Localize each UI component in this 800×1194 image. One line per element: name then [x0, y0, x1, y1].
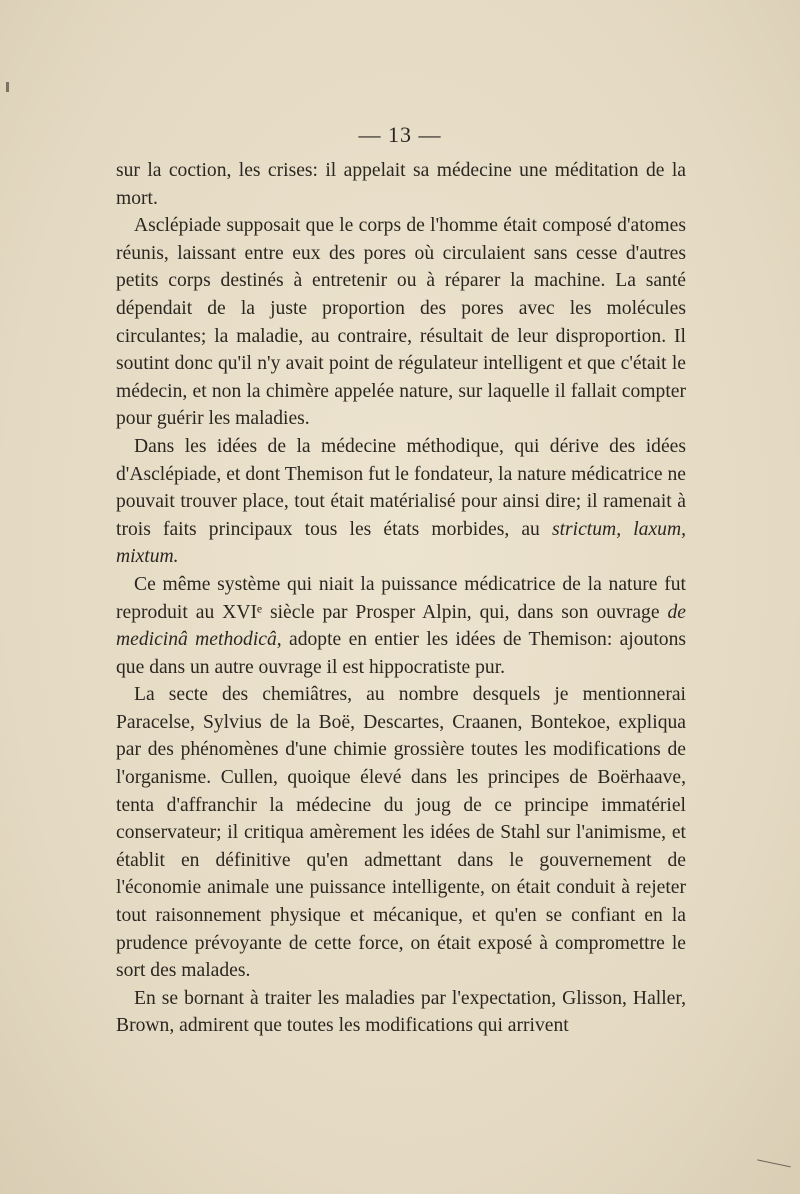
- paragraph-text: Asclépiade supposait que le corps de l'homme était composé d'atomes réunis, laissant entre eux des pores où circulaient sans cesse d'autres petits corps destinés à entretenir ou à réparer la machine. La santé dépendait de la juste proportion des pores avec les molécules circulantes; la maladie, au contraire, résultait de leur disproportion. Il soutint donc qu'il n'y avait point de régulateur intelligent et que c'était le médecin, et non la chimère appelée nature, sur laquelle il fallait compter pour guérir les maladies.: [116, 215, 686, 430]
- paragraph-text: , adopte en entier les idées de Themison: ajoutons que dans un autre ouvrage il est hippocratiste pur.: [116, 629, 687, 678]
- italic-term-list: strictum, laxum, mixtum.: [116, 518, 686, 568]
- paragraph-text: sur la coction, les crises: il appelait sa médecine une méditation de la mort.: [116, 160, 686, 209]
- corner-pencil-mark: [757, 1150, 793, 1168]
- body-text: [116, 157, 686, 1040]
- paragraph-text: Ce même système qui niait la puissance médicatrice de la nature fut reproduit au XVIᵉ siècle par Prosper Alpin, qui, dans son ouvrage: [116, 573, 686, 623]
- paragraph-text: En se bornant à traiter les maladies par l'expectation, Glisson, Haller, Brown, admirent que toutes les modifications qui arrivent: [116, 987, 686, 1037]
- paragraph-2: [116, 212, 686, 433]
- paragraph-4: [116, 571, 686, 681]
- edge-stain: [6, 82, 9, 92]
- italic-book-title: de medicinâ methodicâ: [116, 601, 686, 651]
- paragraph-5: [116, 681, 686, 985]
- paragraph-text: Dans les idées de la médecine méthodique, qui dérive des idées d'Asclépiade, et dont Themison fut le fondateur, la nature médicatrice ne pouvait trouver place, tout était matérialisé pour ainsi dire; il ramenait à trois faits principaux tous les états morbides, au: [116, 435, 686, 540]
- page-number: — 13 —: [358, 122, 442, 147]
- paragraph-6: [116, 985, 686, 1040]
- paragraph-text: La secte des chemiâtres, au nombre desquels je mentionnerai Paracelse, Sylvius de la Boë, Descartes, Craanen, Bontekoe, expliqua par des phénomènes d'une chimie grossière toutes les modifications de l'organisme. Cullen, quoique élevé dans les principes de Boërhaave, tenta d'affranchir la médecine du joug de ce principe immatériel conservateur; il critiqua amèrement les idées de Stahl sur l'animisme, et établit en définitive qu'en admettant dans le gouvernement de l'économie animale une puissance intelligente, on était conduit à rejeter tout raisonnement physique et mécanique, et qu'en se confiant en la prudence prévoyante de cette force, on était exposé à compromettre le sort des malades.: [116, 684, 686, 982]
- paragraph-3: [116, 433, 686, 571]
- paragraph-1: [116, 157, 686, 212]
